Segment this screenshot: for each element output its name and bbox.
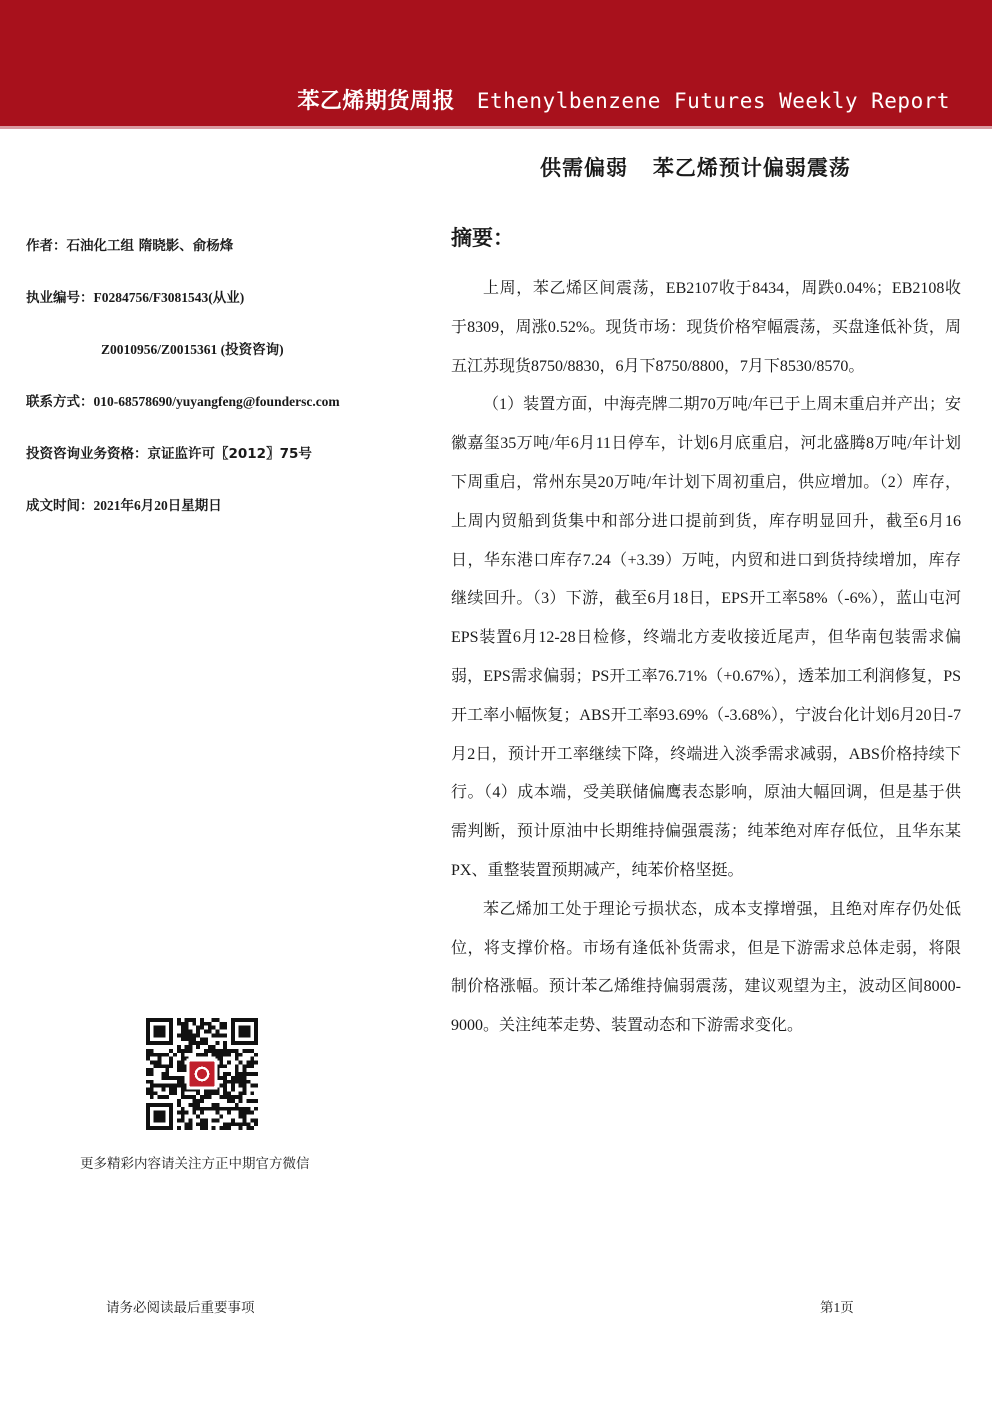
summary-heading: 摘要： bbox=[451, 226, 514, 250]
contact-line bbox=[26, 390, 340, 410]
report-title: 供需偏弱 苯乙烯预计偏弱震荡 bbox=[540, 156, 851, 180]
license-line-2 bbox=[101, 338, 284, 358]
qr-caption: 更多精彩内容请关注方正中期官方微信 bbox=[80, 1156, 310, 1172]
page-number: 第1页 bbox=[820, 1300, 854, 1315]
series-title-en: Ethenylbenzene Futures Weekly Report bbox=[476, 89, 950, 113]
date-line bbox=[26, 494, 222, 514]
summary-paragraph: 上周，苯乙烯区间震荡，EB2107收于8434，周跌0.04%；EB2108收于8309，周涨0.52%。现货市场：现货价格窄幅震荡，买盘逢低补货，周五江苏现货8750/8830，6月下8750/8800，7月下8530/8570。 bbox=[451, 280, 961, 375]
license-value: F0284756/F3081543(从业) bbox=[93, 290, 245, 305]
qr-finder-bottom-left bbox=[146, 1103, 173, 1130]
report-series-title bbox=[297, 84, 950, 115]
contact-value: 010-68578690/yuyangfeng@foundersc.com bbox=[93, 394, 340, 409]
author-line bbox=[26, 234, 233, 254]
license-value-2: Z0010956/Z0015361 (投资咨询) bbox=[101, 342, 284, 357]
header-divider bbox=[0, 126, 992, 129]
founder-logo-icon bbox=[189, 1061, 214, 1086]
series-title-cn: 苯乙烯期货周报 bbox=[297, 89, 455, 114]
contact-label: 联系方式： bbox=[26, 394, 94, 410]
qualification-label: 投资咨询业务资格： bbox=[26, 446, 148, 462]
footer-disclaimer-note: 请务必阅读最后重要事项 bbox=[106, 1300, 255, 1316]
qualification-value: 京证监许可〖2012〗75号 bbox=[147, 446, 312, 462]
summary-paragraph: 苯乙烯加工处于理论亏损状态，成本支撑增强，且绝对库存仍处低位，将支撑价格。市场有逢低补货需求，但是下游需求总体走弱，将限制价格涨幅。预计苯乙烯维持偏弱震荡，建议观望为主，波动区间8000-9000。关注纯苯走势、装置动态和下游需求变化。 bbox=[451, 900, 961, 1035]
date-label: 成文时间： bbox=[26, 498, 94, 514]
qr-finder-top-left bbox=[146, 1018, 173, 1045]
date-value: 2021年6月20日星期日 bbox=[93, 498, 222, 513]
wechat-qr-code bbox=[146, 1018, 258, 1130]
author-label: 作者： bbox=[26, 238, 67, 254]
qualification-line bbox=[26, 442, 312, 462]
author-value: 石油化工组 隋晓影、俞杨烽 bbox=[66, 238, 234, 254]
summary-body bbox=[451, 270, 961, 1046]
license-line bbox=[26, 286, 244, 306]
qr-finder-top-right bbox=[231, 1018, 258, 1045]
summary-paragraph: （1）装置方面，中海壳牌二期70万吨/年已于上周末重启并产出；安徽嘉玺35万吨/年6月11日停车，计划6月底重启，河北盛腾8万吨/年计划下周重启，常州东昊20万吨/年计划下周初重启，供应增加。（2）库存，上周内贸船到货集中和部分进口提前到货，库存明显回升，截至6月16日，华东港口库存7.24（+3.39）万吨，内贸和进口到货持续增加，库存继续回升。（3）下游，截至6月18日，EPS开工率58%（-6%），蓝山屯河EPS装置6月12-28日检修，终端北方麦收接近尾声，但华南包装需求偏弱，EPS需求偏弱；PS开工率76.71%（+0.67%），透苯加工利润修复，PS开工率小幅恢复；ABS开工率93.69%（-3.68%），宁波台化计划6月20日-7月2日，预计开工率继续下降，终端进入淡季需求减弱，ABS价格持续下行。（4）成本端，受美联储偏鹰表态影响，原油大幅回调，但是基于供需判断，预计原油中长期维持偏强震荡；纯苯绝对库存低位，且华东某PX、重整装置预期减产，纯苯价格坚挺。 bbox=[451, 396, 961, 879]
license-label: 执业编号： bbox=[26, 290, 94, 306]
